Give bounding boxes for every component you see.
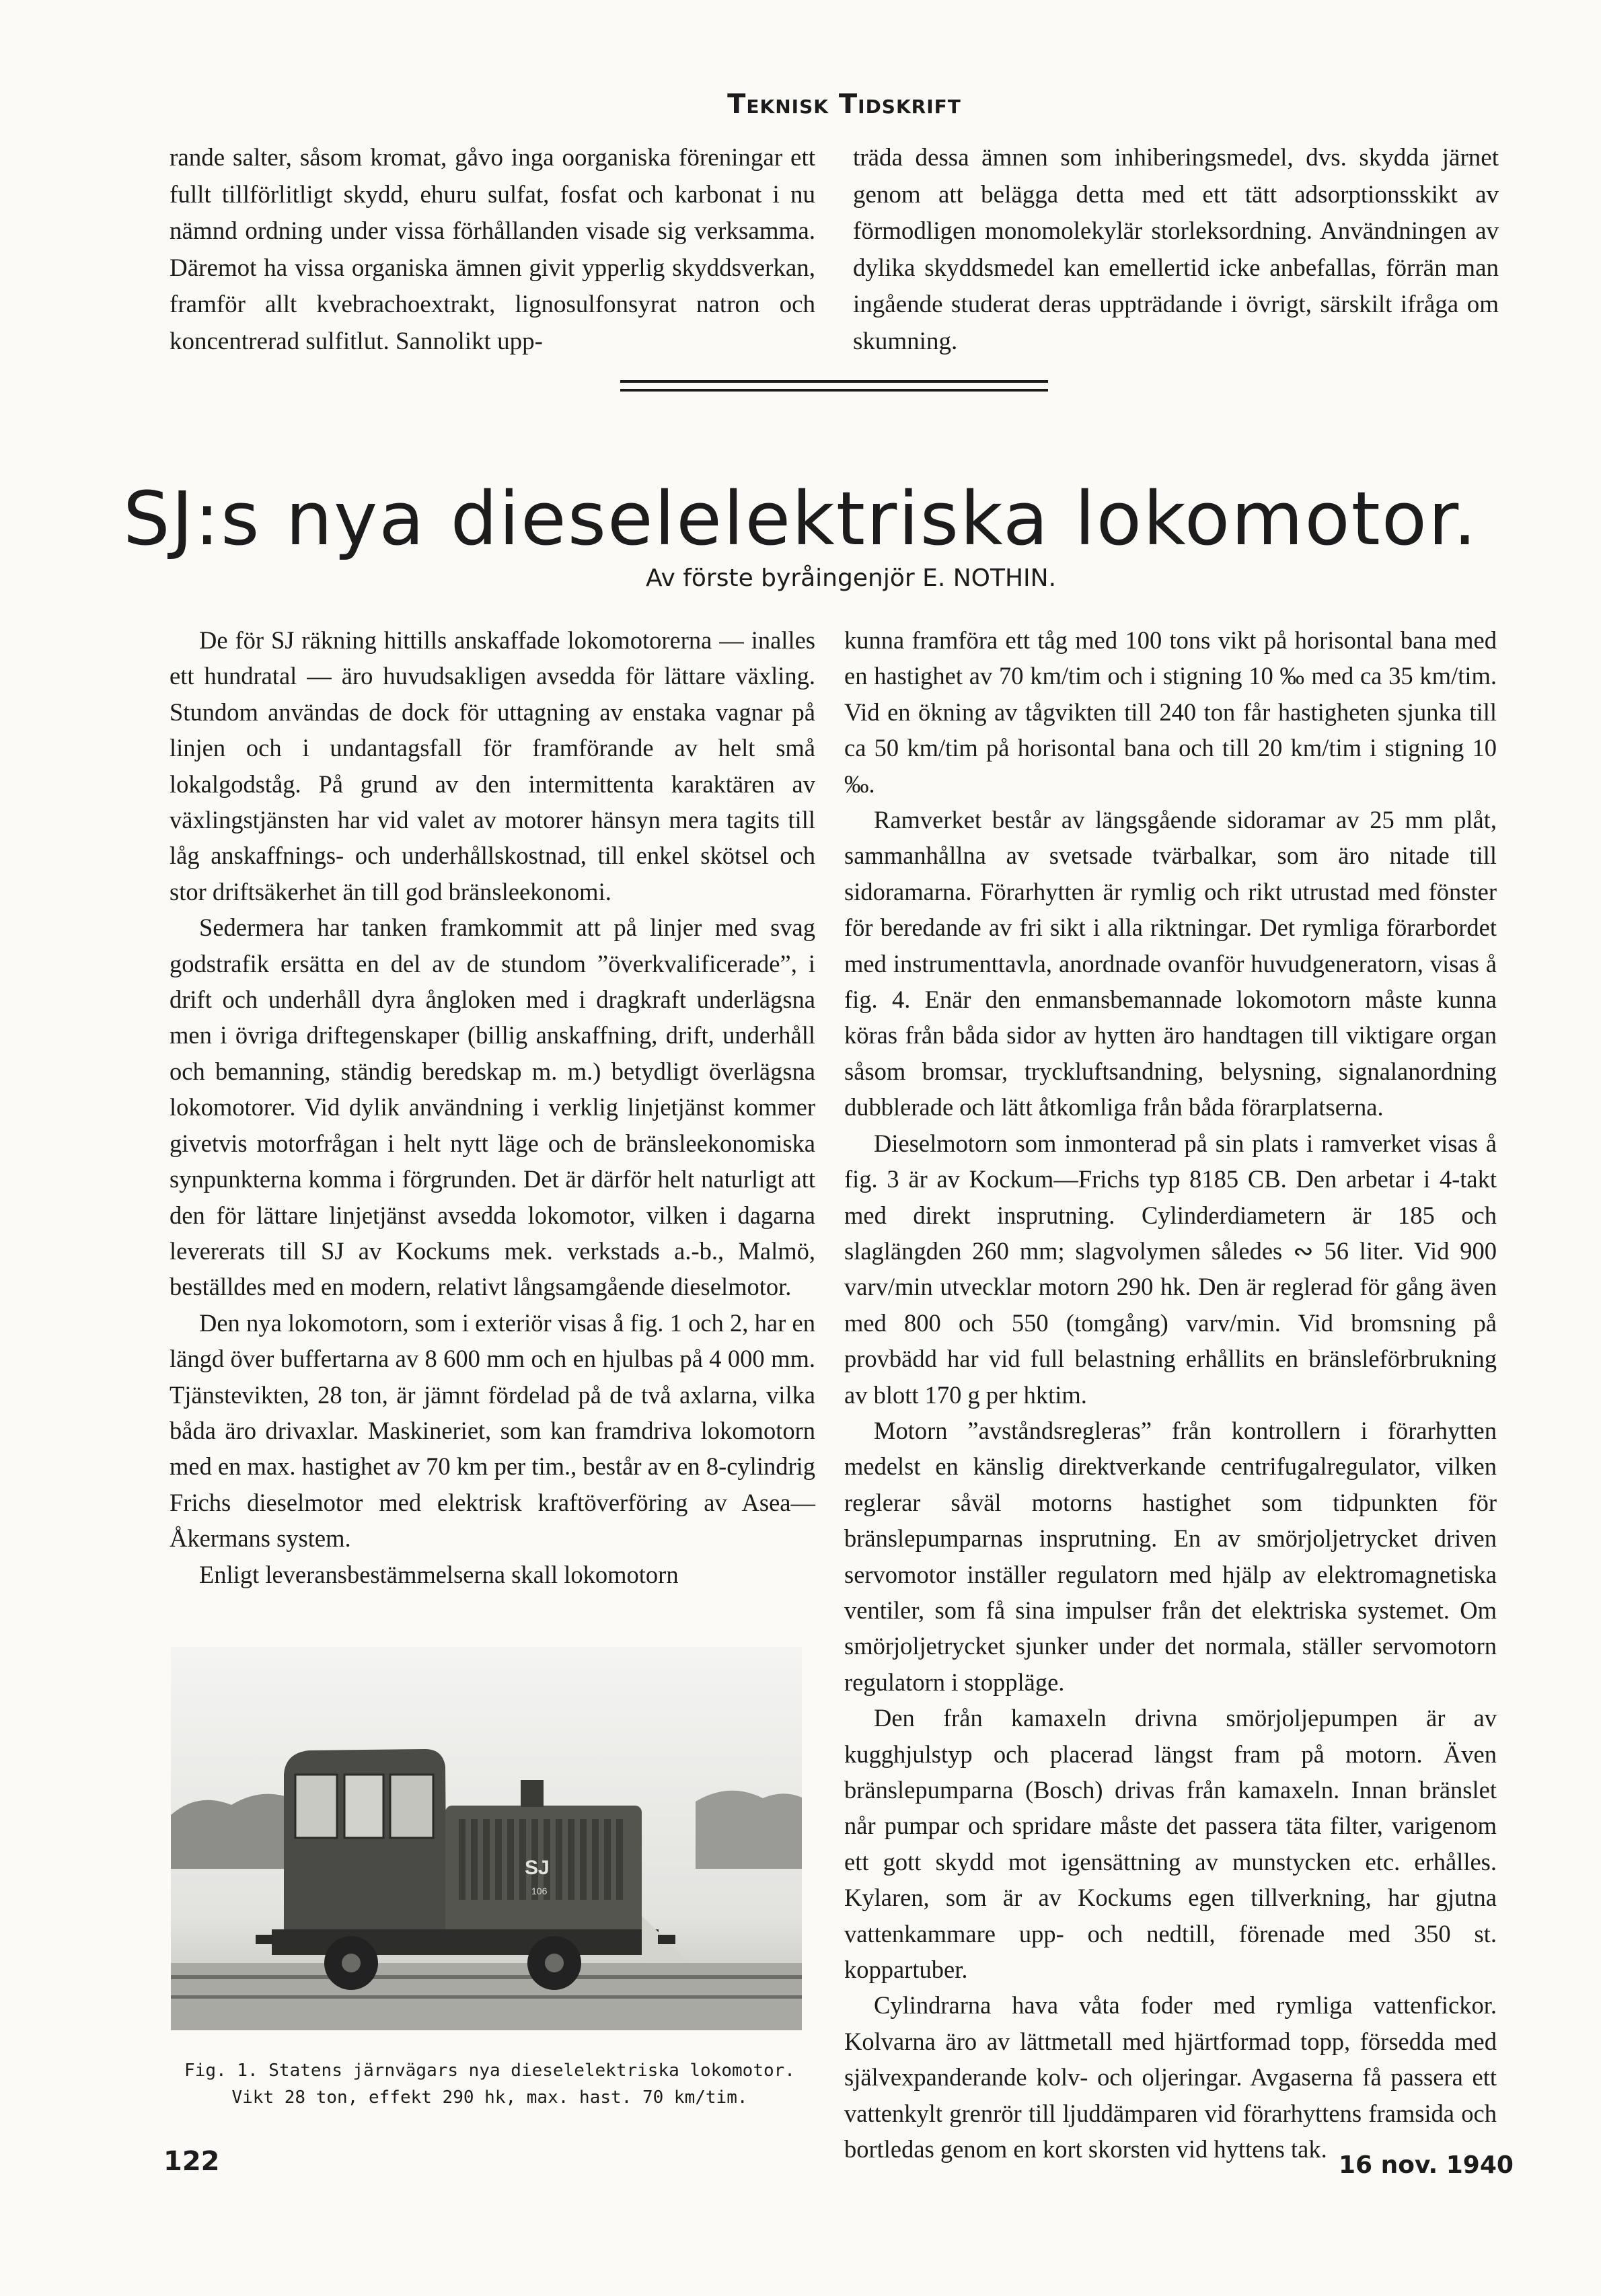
figure-caption-line: Vikt 28 ton, effekt 290 hk, max. hast. 70 km/tim. [231, 2087, 748, 2108]
issue-date: 16 nov. 1940 [1339, 2151, 1514, 2179]
paragraph: Ramverket består av längsgående sidoramar av 25 mm plåt, sammanhållna av svetsade tvärbalkar, som äro nitade till sidoramarna. Förarhytten är rymlig och rikt utrustad med fönster för beredande av fri sikt i alla riktningar. Det rymliga förarbordet med instrumenttavla, anordnade ovanför huvudgeneratorn, visas å fig. 4. Enär den enmansbemannade lokomotorn måste kunna köras från båda sidor av hytten äro handtagen till viktigare organ såsom bromsar, tryckluftsandning, belysning, signalanordning dubblerade och lätt åtkomliga från båda förarplatserna. [844, 806, 1497, 1121]
journal-header: Teknisk Tidskrift [727, 89, 961, 120]
article-left-column [170, 622, 815, 1592]
loco-number: 106 [531, 1886, 548, 1896]
paragraph: Den från kamaxeln drivna smörjoljepumpen är av kugghjulstyp och placerad längst fram på motorn. Även bränslepumparna (Bosch) drivas från kamaxeln. Innan bränslet når pumpar och spridare måste det passera täta filter, varigenom ett gott skydd mot igensättning av munstycken etc. erhålles. Kylaren, som är av Kockums egen tillverkning, har gjutna vattenkammare upp- och nedtill, förenade med 350 st. koppartuber. [844, 1704, 1497, 1984]
figure-caption-line: Fig. 1. Statens järnvägars nya dieselelektriska lokomotor. [184, 2061, 795, 2081]
paragraph: Den nya lokomotorn, som i exteriör visas å fig. 1 och 2, har en längd över buffertarna av 8 600 mm och en hjulbas på 4 000 mm. Tjänstevikten, 28 ton, är jämnt fördelad på de två axlarna, vilka båda äro drivaxlar. Maskineriet, som kan framdriva lokomotorn med en max. hastighet av 70 km per tim., består av en 8-cylindrig Frichs dieselmotor med elektrisk kraftöverföring av Asea—Åkermans system. [170, 1308, 815, 1553]
section-divider-rule [620, 389, 1048, 392]
paragraph: Dieselmotorn som inmonterad på sin plats i ramverket visas å fig. 3 är av Kockum—Frichs typ 8185 CB. Den arbetar i 4-takt med direkt insprutning. Cylinderdiametern är 185 och slaglängden 260 mm; slagvolymen således ∾ 56 liter. Vid 900 varv/min utvecklar motorn 290 hk. Den är reglerad för gång även med 800 och 550 (tomgång) varv/min. Vid bromsning på provbädd har vid full belastning erhållits en bränsleförbrukning av blott 170 g per hktim. [844, 1129, 1497, 1409]
paragraph: kunna framföra ett tåg med 100 tons vikt på horisontal bana med en hastighet av 70 km/tim och i stigning 10 ‰ med ca 35 km/tim. Vid en ökning av tågvikten till 240 ton får hastigheten sjunka till ca 50 km/tim på horisontal bana och till 20 km/tim i stigning 10 ‰. [844, 626, 1497, 798]
locomotive-photo [171, 1647, 802, 2030]
article-byline: Av förste byråingenjör E. NOTHIN. [645, 564, 1057, 592]
paragraph: Enligt leveransbestämmelserna skall lokomotorn [199, 1560, 679, 1588]
top-section-right-column [853, 140, 1499, 360]
page-number: 122 [163, 2146, 220, 2177]
loco-marking: SJ [525, 1857, 550, 1879]
figure-caption [153, 2057, 826, 2111]
section-divider-rule [620, 380, 1048, 383]
paragraph: Cylindrarna hava våta foder med rymliga vattenfickor. Kolvarna äro av lättmetall med hjärtformad topp, försedda med självexpanderande kolv- och oljeringar. Avgaserna få passera ett vattenkylt grenrör till ljuddämparen vid förarhyttens framsida och bortledas genom en kort skorsten vid hyttens tak. [844, 1991, 1497, 2163]
article-title: SJ:s nya dieselelektriska lokomotor. [122, 476, 1479, 562]
paragraph: Motorn ”avståndsregleras” från kontrollern i förarhytten medelst en känslig direktverkande centrifugalregulator, vilken reglerar såväl motorns hastighet som tidpunkten för bränslepumparnas insprutning. En av smörjoljetrycket driven servomotor inställer regulatorn med hjälp av elektromagnetiska ventiler, som få sina impulser från det elektriska systemet. Om smörjoljetrycket sjunker under det normala, ställer servomotorn regulatorn i stoppläge. [844, 1416, 1497, 1696]
top-section-left-column [170, 140, 815, 360]
article-right-column [844, 622, 1497, 2167]
paragraph: De för SJ räkning hittills anskaffade lokomotorerna — inalles ett hundratal — äro huvudsakligen avsedda för lättare växling. Stundom användas de dock för uttagning av enstaka vagnar på linjen och i undantagsfall för framförande av helt små lokalgodståg. På grund av den intermittenta karaktären av växlingstjänsten har vid valet av motorer hänsyn mera tagits till låg anskaffnings- och underhållskostnad, till enkel skötsel och stor driftsäkerhet än till god bränsleekonomi. [170, 626, 815, 905]
paragraph: träda dessa ämnen som inhiberingsmedel, dvs. skydda järnet genom att belägga detta med ett tätt adsorptionsskikt av förmodligen monomolekylär storleksordning. Användningen av dylika skyddsmedel kan emellertid icke anbefallas, förrän man ingående studerat deras uppträdande i övrigt, särskilt ifråga om skumning. [853, 144, 1499, 355]
paragraph: rande salter, såsom kromat, gåvo inga oorganiska föreningar ett fullt tillförlitligt skydd, ehuru sulfat, fosfat och karbonat i nu nämnd ordning under vissa förhållanden visade sig verksamma. Däremot ha vissa organiska ämnen givit ypperlig skyddsverkan, framför allt kvebrachoextrakt, lignosulfonsyrat natron och koncentrerad sulfitlut. Sannolikt upp- [170, 144, 815, 355]
paragraph: Sedermera har tanken framkommit att på linjer med svag godstrafik ersätta en del av de stundom ”överkvalificerade”, i drift och underhåll dyra ångloken med i dragkraft underlägsna men i övriga driftegenskaper (billig anskaffning, drift, underhåll och bemanning, ständig beredskap m. m.) betydligt överlägsna lokomotorer. Vid dylik användning i verklig linjetjänst kommer givetvis motorfrågan i helt nytt läge och de bränsleekonomiska synpunkterna komma i förgrunden. Det är därför helt naturligt att den för lättare linjetjänst avsedda lokomotor, vilken i dagarna levererats till SJ av Kockums mek. verkstads a.-b., Malmö, beställdes med en modern, relativt långsamgående dieselmotor. [170, 914, 815, 1301]
